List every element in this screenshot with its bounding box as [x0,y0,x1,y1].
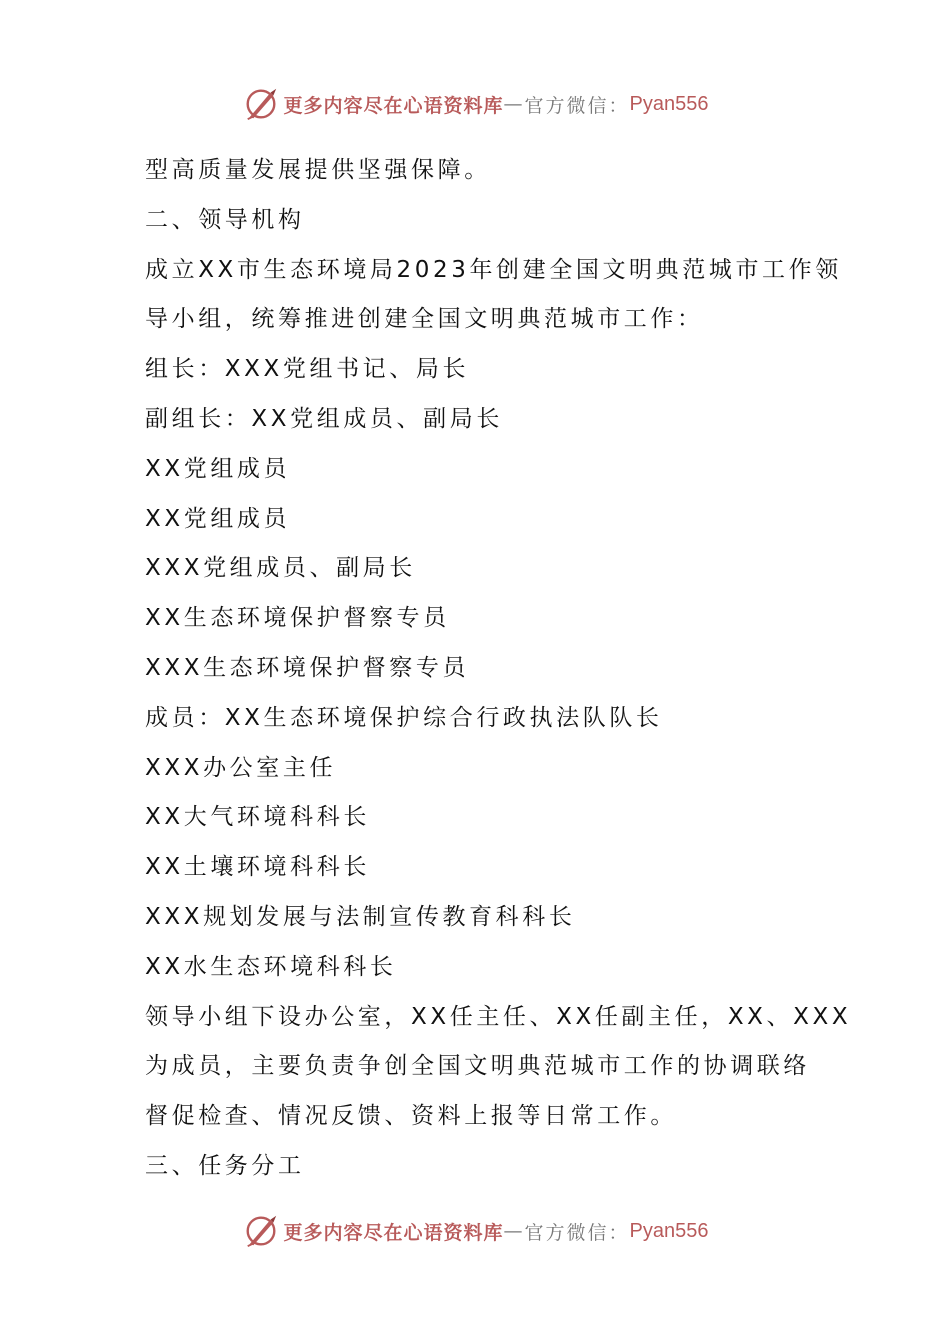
body-line: XX土壤环境科科长 [145,854,370,881]
body-line: XX水生态环境科科长 [145,953,397,980]
body-line: 为成员，主要负责争创全国文明典范城市工作的协调联络 [145,1053,810,1080]
body-line: 组长：XXX党组书记、局长 [145,356,470,383]
footer-dash: — [503,1220,525,1242]
header-banner [0,82,950,126]
header-dash: — [503,93,525,115]
header-wechat-id: Pyan556 [629,92,709,115]
header-wechat-label: 官方微信： [524,94,630,117]
section-heading: 三、任务分工 [145,1152,305,1179]
body-line: XX党组成员 [145,505,291,532]
body-line: 型高质量发展提供坚强保障。 [145,157,491,183]
body-line: XX大气环境科科长 [145,804,370,831]
body-line: 督促检查、情况反馈、资料上报等日常工作。 [145,1103,677,1130]
body-line: 导小组，统筹推进创建全国文明典范城市工作： [145,306,704,333]
document-body [145,146,852,1192]
quill-pen-circle-icon [242,1212,280,1250]
body-line: XXX党组成员、副局长 [145,555,416,582]
header-slogan: 更多内容尽在心语资料库 [283,94,504,117]
body-line: XX生态环境保护督察专员 [145,605,450,632]
body-line: 成立XX市生态环境局2023年创建全国文明典范城市工作领 [145,256,842,283]
quill-pen-circle-icon [242,85,280,123]
body-line: 领导小组下设办公室，XX任主任、XX任副主任，XX、XXX [145,1003,852,1030]
body-line: 副组长：XX党组成员、副局长 [145,405,503,432]
footer-slogan: 更多内容尽在心语资料库 [283,1221,504,1244]
footer-wechat-id: Pyan556 [629,1219,709,1242]
footer-banner [0,1209,950,1253]
body-line: 成员：XX生态环境保护综合行政执法队队长 [145,704,663,731]
body-line: XXX办公室主任 [145,754,337,781]
body-line: XXX规划发展与法制宣传教育科科长 [145,903,576,930]
body-line: XX党组成员 [145,455,291,482]
footer-wechat-label: 官方微信： [524,1221,630,1244]
body-line: XXX生态环境保护督察专员 [145,654,470,681]
section-heading: 二、领导机构 [145,206,305,233]
